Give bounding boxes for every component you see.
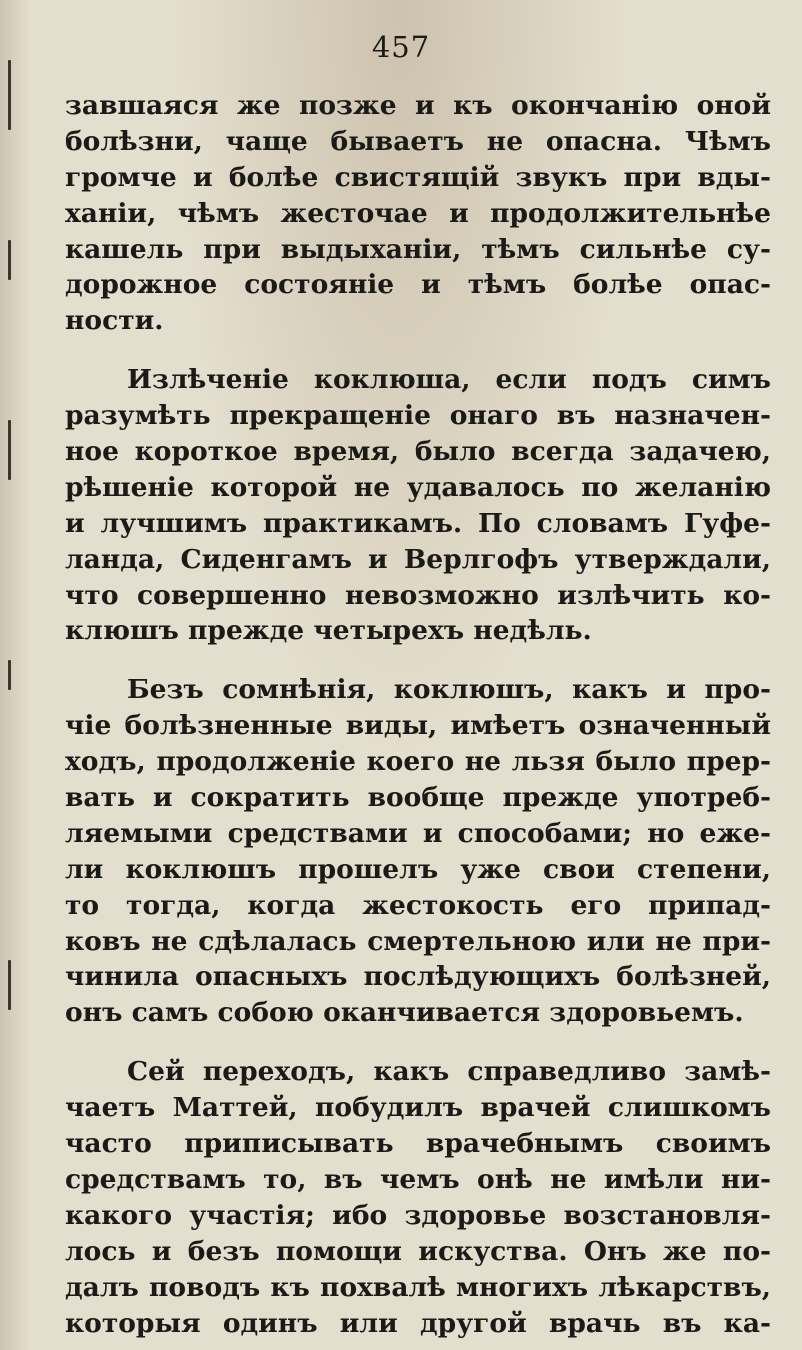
gutter-mark xyxy=(8,420,11,480)
text-line: завшаяся же позже и къ окончанію оной xyxy=(65,90,771,121)
text-line: ковъ не сдѣлалась смертельною или не при- xyxy=(65,925,771,957)
text-line: громче и болѣе свистящій звукъ при вды- xyxy=(65,161,771,193)
gutter-mark xyxy=(8,960,11,1010)
text-line: лось и безъ помощи искуства. Онъ же по- xyxy=(65,1235,771,1267)
text-line: ходъ, продолженіе коего не льзя было прер- xyxy=(65,746,771,778)
text-line: какого участія; ибо здоровье возстановля- xyxy=(65,1199,771,1231)
gutter-mark xyxy=(8,240,11,280)
text-line: далъ поводъ къ похвалѣ многихъ лѣкарствъ, xyxy=(65,1271,771,1303)
text-line: кашель при выдыханіи, тѣмъ сильнѣе су- xyxy=(65,233,771,265)
text-line: рѣшеніе которой не удавалось по желанію xyxy=(65,471,771,503)
paragraph xyxy=(65,362,771,649)
paragraph xyxy=(65,1054,771,1341)
text-line: ланда, Сиденгамъ и Верлгофъ утверждали, xyxy=(65,543,771,575)
text-line: чіе болѣзненные виды, имѣетъ означенный xyxy=(65,710,771,742)
body-text xyxy=(65,88,771,1341)
text-line: и лучшимъ практикамъ. По словамъ Гуфе- xyxy=(65,507,771,539)
gutter-mark xyxy=(8,60,11,130)
text-line: что совершенно невозможно излѣчить ко- xyxy=(65,579,771,611)
text-line: ляемыми средствами и способами; но еже- xyxy=(65,817,771,849)
paragraph xyxy=(65,88,771,339)
text-line: дорожное состояніе и тѣмъ болѣе опас- xyxy=(65,269,771,301)
text-line: то тогда, когда жестокость его припад- xyxy=(65,889,771,921)
paragraph xyxy=(65,672,771,1031)
text-line: вать и сократить вообще прежде употреб- xyxy=(65,782,771,814)
text-line: онъ самъ собою оканчивается здоровьемъ. xyxy=(65,997,744,1029)
text-line: Безъ сомнѣнія, коклюшъ, какъ и про- xyxy=(127,674,771,706)
text-line: Сей переходъ, какъ справедливо замѣ- xyxy=(127,1056,771,1088)
text-line: ли коклюшъ прошелъ уже свои степени, xyxy=(65,853,771,885)
text-line: клюшъ прежде четырехъ недѣль. xyxy=(65,615,592,647)
text-line: чаетъ Маттей, побудилъ врачей слишкомъ xyxy=(65,1092,771,1124)
text-line: чинила опасныхъ послѣдующихъ болѣзней, xyxy=(65,961,771,993)
gutter-mark xyxy=(8,660,11,690)
text-line: ности. xyxy=(65,305,164,337)
text-line: Излѣченіе коклюша, если подъ симъ xyxy=(127,364,771,396)
text-line: ханіи, чѣмъ жесточае и продолжительнѣе xyxy=(65,197,771,229)
text-line: часто приписывать врачебнымъ своимъ xyxy=(65,1128,771,1160)
page-number: 457 xyxy=(371,30,431,64)
text-line: разумѣть прекращеніе онаго въ назначен- xyxy=(65,400,771,432)
text-line: ное короткое время, было всегда задачею, xyxy=(65,436,771,468)
text-line: болѣзни, чаще бываетъ не опасна. Чѣмъ xyxy=(65,125,771,157)
text-line: которыя одинъ или другой врачь въ ка- xyxy=(65,1307,771,1339)
text-line: средствамъ то, въ чемъ онѣ не имѣли ни- xyxy=(65,1163,771,1195)
